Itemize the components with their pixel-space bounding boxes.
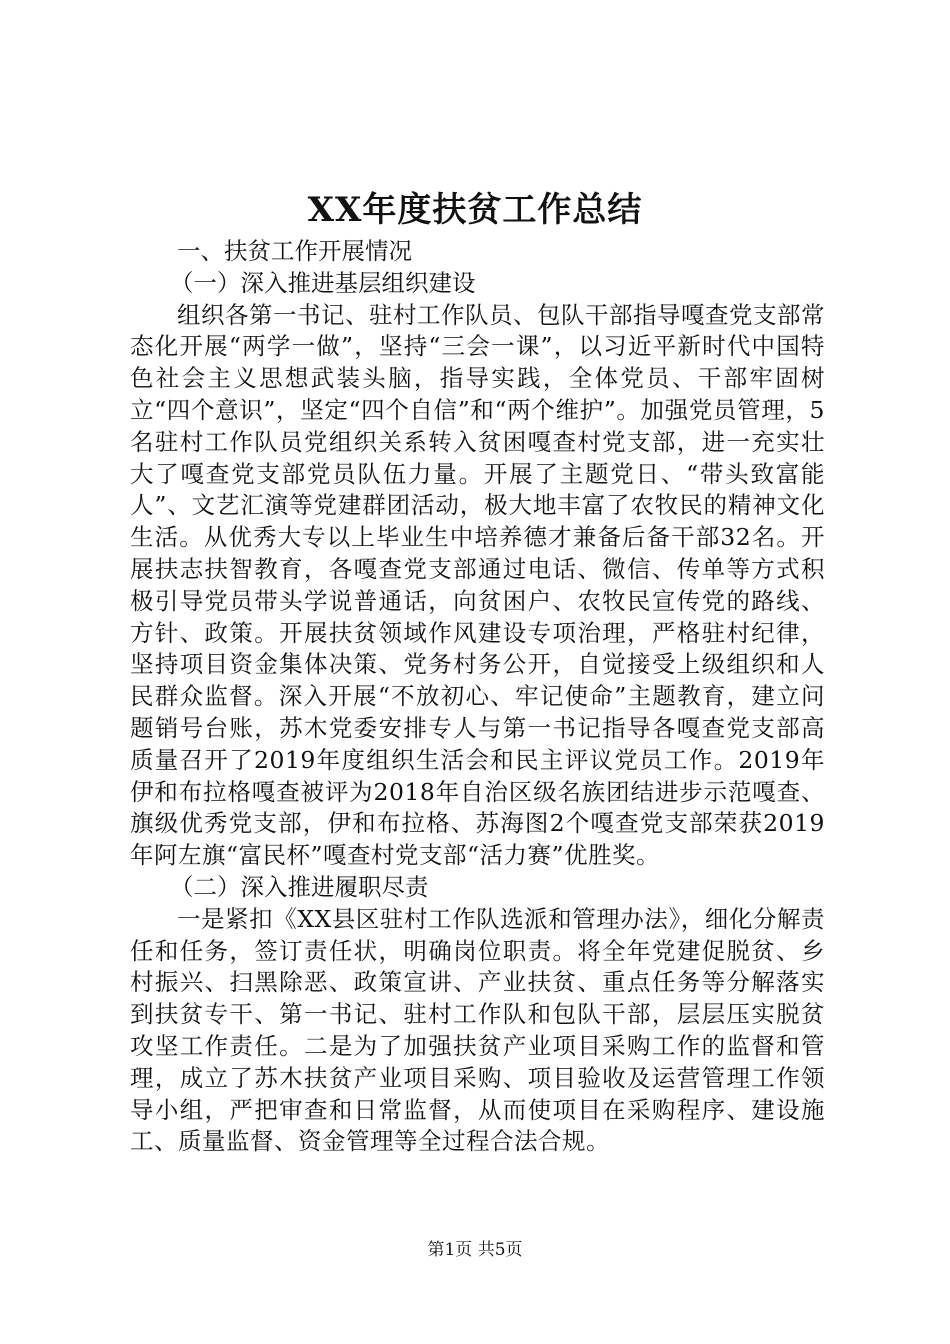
page-number-footer: 第1页 共5页 [427,1240,523,1260]
paragraph-1: 组织各第一书记、驻村工作队员、包队干部指导嘎查党支部常态化开展“两学一做”，坚持“三会一课”，以习近平新时代中国特色社会主义思想武装头脑，指导实践，全体党员、干部牢固树立“四个意识”，坚定“四个自信”和“两个维护”。加强党员管理，5名驻村工作队员党组织关系转入贫困嘎查村党支部，进一充实壮大了嘎查党支部党员队伍力量。开展了主题党日、“带头致富能人”、文艺汇演等党建群团活动，极大地丰富了农牧民的精神文化生活。从优秀大专以上毕业生中培养德才兼备后备干部32名。开展扶志扶智教育，各嘎查党支部通过电话、微信、传单等方式积极引导党员带头学说普通话，向贫困户、农牧民宣传党的路线、方针、政策。开展扶贫领域作风建设专项治理，严格驻村纪律，坚持项目资金集体决策、党务村务公开，自觉接受上级组织和人民群众监督。深入开展“不放初心、牢记使命”主题教育，建立问题销号台账，苏木党委安排专人与第一书记指导各嘎查党支部高质量召开了2019年度组织生活会和民主评议党员工作。2019年伊和布拉格嘎查被评为2018年自治区级名族团结进步示范嘎查、旗级优秀党支部，伊和布拉格、苏海图2个嘎查党支部荣获2019年阿左旗“富民杯”嘎查村党支部“活力赛”优胜奖。 [130,300,825,870]
subsection-heading-2: （二）深入推进履职尽责 [170,872,429,901]
paragraph-2: 一是紧扣《XX县区驻村工作队选派和管理办法》，细化分解责任和任务，签订责任状，明确岗位职责。将全年党建促脱贫、乡村振兴、扫黑除恶、政策宣讲、产业扶贫、重点任务等分解落实到扶贫专干、第一书记、驻村工作队和包队干部，层层压实脱贫攻坚工作责任。二是为了加强扶贫产业项目采购工作的监督和管理，成立了苏木扶贫产业项目采购、项目验收及运营管理工作领导小组，严把审查和日常监督，从而使项目在采购程序、建设施工、质量监督、资金管理等全过程合法合规。 [130,904,825,1156]
document-title: XX年度扶贫工作总结 [307,190,643,230]
section-heading: 一、扶贫工作开展情况 [177,237,412,265]
subsection-heading-1: （一）深入推进基层组织建设 [170,268,476,297]
document-body [130,236,825,1158]
